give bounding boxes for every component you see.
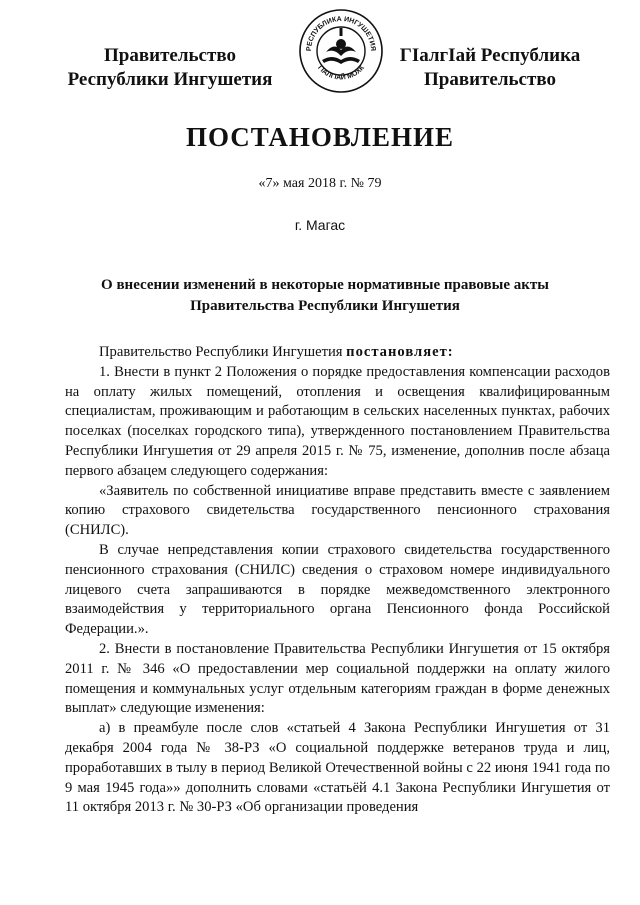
coat-of-arms-seal xyxy=(298,8,384,94)
seal-bottom-text: ГIАЛГIАЙ МОХК xyxy=(316,64,366,82)
paragraph-5: а) в преамбуле после слов «статьей 4 Закона Республики Ингушетия от 31 декабря 2004 года № 38-РЗ «О социальной поддержке ветеранов труда и лиц, проработавших в тылу в период Великой Отечественной войны с 22 июня 1941 года по 9 мая 1945 года»» дополнить словами «статьёй 4.1 Закона Республики Ингушетия от 11 октября 2013 г. № 30-РЗ «Об организации проведения xyxy=(65,720,610,816)
header-left-line2: Республики Ингушетия xyxy=(67,69,273,90)
header-left xyxy=(40,44,300,92)
preamble-text: Правительство Республики Ингушетия xyxy=(99,344,347,360)
header-right-line1: ГIалгIай Республика xyxy=(399,45,581,66)
seal-top-text: РЕСПУБЛИКА ИНГУШЕТИЯ xyxy=(305,15,377,52)
header-right-line2: Правительство xyxy=(424,69,556,90)
header-right xyxy=(385,44,595,92)
document-city: г. Магас xyxy=(294,217,346,233)
subject-line1: О внесении изменений в некоторые нормативные правовые акты xyxy=(101,277,549,293)
paragraph-1: 1. Внести в пункт 2 Положения о порядке предоставления компенсации расходов на оплату жилых помещений, отопления и освещения квалифицированным специалистам, проживающим и работающим в сельских населенных пунктах, рабочих поселках (поселках городского типа), утвержденного постановлением Правительства Республики Ингушетия от 29 апреля 2015 г. № 75, изменение, дополнив после абзаца первого абзацем следующего содержания: xyxy=(65,363,610,479)
preamble-verb: постановляет: xyxy=(346,344,454,360)
paragraph-4: 2. Внести в постановление Правительства Республики Ингушетия от 15 октября 2011 г. № 346 «О предоставлении мер социальной поддержки на оплату жилого помещения и коммунальных услуг отдельным категориям граждан в форме денежных выплат» следующие изменения: xyxy=(65,640,610,717)
document-subject xyxy=(60,275,590,317)
document-date: «7» мая 2018 г. № 79 xyxy=(258,176,382,191)
subject-line2: Правительства Республики Ингушетия xyxy=(190,298,460,314)
document-body xyxy=(65,343,610,818)
paragraph-2: «Заявитель по собственной инициативе вправе представить вместе с заявлением копию страхового свидетельства государственного пенсионного страхования (СНИЛС). xyxy=(65,482,610,539)
header-left-line1: Правительство xyxy=(104,45,236,66)
preamble xyxy=(65,343,610,363)
seal-emblem-icon xyxy=(322,28,360,64)
document-type-title: ПОСТАНОВЛЕНИЕ xyxy=(185,122,455,152)
paragraph-3: В случае непредставления копии страхового свидетельства государственного пенсионного страхования (СНИЛС) сведения о страховом номере индивидуального лицевого счета запрашиваются в порядке межведомственного электронного взаимодействия у территориального органа Пенсионного фонда Российской Федерации.». xyxy=(65,541,610,638)
